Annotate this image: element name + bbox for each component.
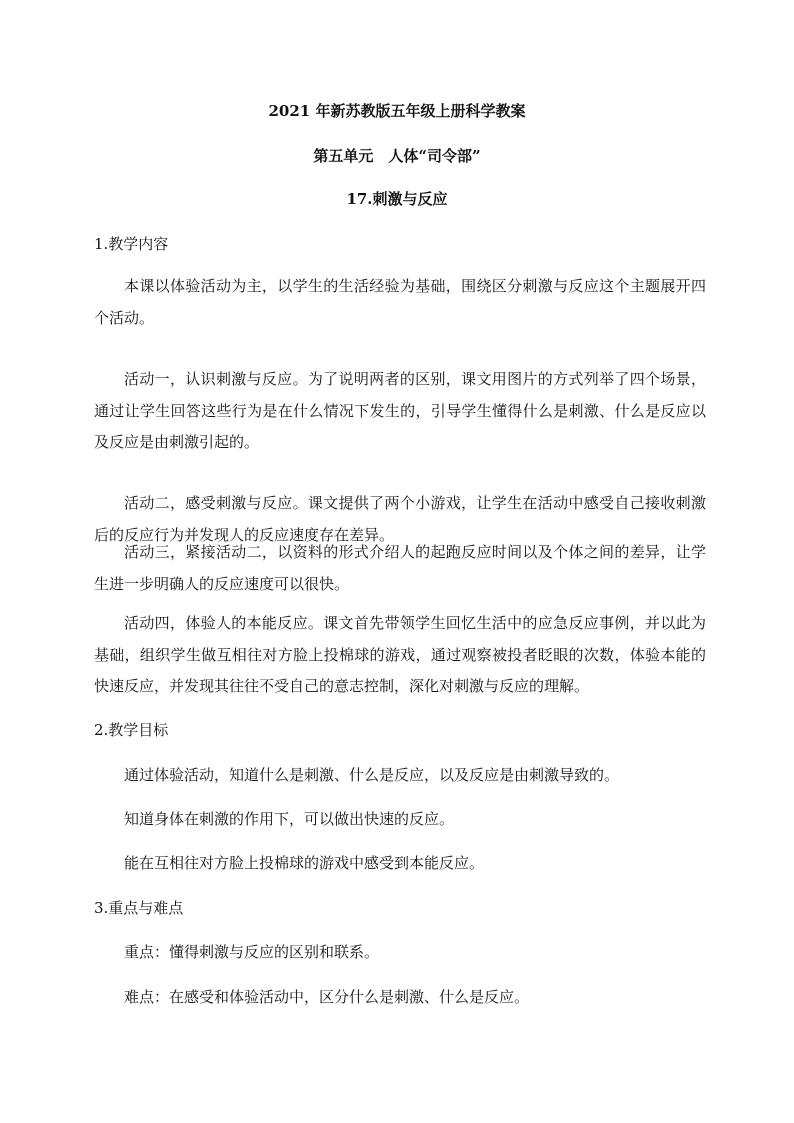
paragraph-activity-two: 活动二，感受刺激与反应。课文提供了两个小游戏，让学生在活动中感受自己接收刺激后的反应行为并发现人的反应速度存在差异。 — [94, 494, 706, 544]
document-title: 2021 年新苏教版五年级上册科学教案 — [268, 102, 526, 120]
section-heading-key-points: 3.重点与难点 — [94, 899, 184, 917]
difficulty-item: 难点：在感受和体验活动中，区分什么是刺激、什么是反应。 — [124, 988, 530, 1006]
paragraph-activity-three: 活动三，紧接活动二，以资料的形式介绍人的起跑反应时间以及个体之间的差异，让学生进一步明确人的反应速度可以很快。 — [94, 543, 706, 593]
unit-title: 第五单元 人体“司令部” — [313, 147, 481, 165]
lesson-title: 17.刺激与反应 — [346, 190, 448, 208]
paragraph-activity-one: 活动一，认识刺激与反应。为了说明两者的区别，课文用图片的方式列举了四个场景，通过让学生回答这些行为是在什么情况下发生的，引导学生懂得什么是刺激、什么是反应以及反应是由刺激引起的。 — [94, 370, 706, 451]
section-heading-teaching-content: 1.教学内容 — [94, 235, 169, 253]
key-point-item: 重点：懂得刺激与反应的区别和联系。 — [124, 943, 380, 961]
section-heading-teaching-goals: 2.教学目标 — [94, 721, 169, 739]
goal-item: 知道身体在刺激的作用下，可以做出快速的反应。 — [124, 810, 455, 828]
paragraph-overview: 本课以体验活动为主，以学生的生活经验为基础，围绕区分刺激与反应这个主题展开四个活动。 — [94, 277, 706, 327]
goal-item: 通过体验活动，知道什么是刺激、什么是反应，以及反应是由刺激导致的。 — [124, 766, 620, 784]
paragraph-activity-four: 活动四，体验人的本能反应。课文首先带领学生回忆生活中的应急反应事例，并以此为基础，组织学生做互相往对方脸上投棉球的游戏，通过观察被投者眨眼的次数，体验本能的快速反应，并发现其往往不受自己的意志控制，深化对刺激与反应的理解。 — [94, 614, 706, 695]
goal-item: 能在互相往对方脸上投棉球的游戏中感受到本能反应。 — [124, 854, 485, 872]
